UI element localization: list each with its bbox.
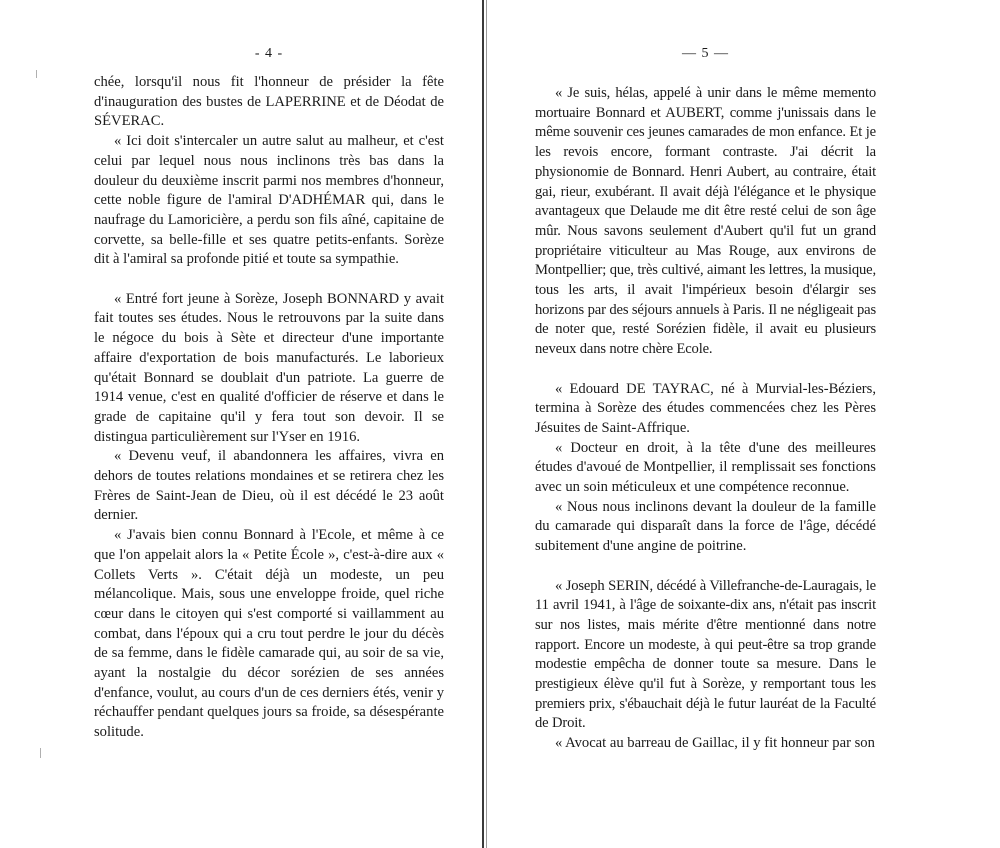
paragraph: « Edouard DE TAYRAC, né à Murvial-les-Béziers, termina à Sorèze des études commencées chez les Pères Jésuites de Saint-Affrique. (535, 380, 876, 436)
page-number: - 4 - (254, 46, 284, 61)
paragraph: « Entré fort jeune à Sorèze, Joseph BONNARD y avait fait toutes ses études. Nous le retrouvons par la suite dans le négoce du bois à Sète et directeur d'une importante affaire d'exportation de bois manufacturés. Le laborieux qu'était Bonnard se doublait d'un patriote. La guerre de 1914 venue, c'est en qualité d'officier de réserve et dans le grade de capitaine qu'il y fera tout son devoir. Il se distingua particulièrement sur l'Yser en 1916. (94, 290, 444, 445)
page-number: — 5 — (682, 46, 729, 61)
paragraph: chée, lorsqu'il nous fit l'honneur de présider la fête d'inauguration des bustes de LAPERRINE et de Déodat de SÉVERAC. (94, 74, 444, 130)
paragraph: « Devenu veuf, il abandonnera les affaires, vivra en dehors de toutes relations mondaines et se retirera chez les Frères de Saint-Jean de Dieu, où il est décédé le 23 août dernier. (94, 448, 444, 524)
paragraph: « Je suis, hélas, appelé à unir dans le même memento mortuaire Bonnard et AUBERT, comme j'unissais dans le même souvenir ces jeunes camarades de mon enfance. Et je les revois encore, formant contraste. J'ai décrit la physionomie de Bonnard. Henri Aubert, au contraire, était gai, rieur, exubérant. Il avait déjà l'élégance et le physique avantageux que Delaude me dit être resté celui de son âge mûr. Nous savons seulement d'Aubert qu'il fut un grand propriétaire viticulteur au Mas Rouge, aux environs de Montpellier; que, très cultivé, aimant les lettres, la musique, tous les arts, il avait l'impérieux besoin d'élargir ses horizons par des séjours annuels à Paris. Il ne négligeait pas de noter que, resté Sorézien fidèle, il avait eu plusieurs neveux dans notre chère Ecole. (535, 85, 876, 358)
paragraph: « Docteur en droit, à la tête d'une des meilleures études d'avoué de Montpellier, il remplissait ses fonctions avec un soin méticuleux et une compétence reconnue. (535, 439, 876, 496)
paragraph: « Avocat au barreau de Gaillac, il y fit honneur par son (555, 735, 875, 752)
paragraph: « Joseph SERIN, décédé à Villefranche-de-Lauragais, le 11 avril 1941, à l'âge de soixante-dix ans, n'était pas inscrit sur nos listes, mais mérite d'être mentionné dans notre rapport. Encore un modeste, à qui peut-être sa trop grande modestie empêcha de donner toute sa mesure. Dans le prestigieux élève qu'il fut à Sorèze, y remportant tous les premiers prix, s'ébauchait déjà le futur lauréat de la Faculté de Droit. (535, 577, 876, 732)
left-edge-mark (36, 70, 37, 78)
left-page (94, 0, 444, 848)
page-text (94, 73, 444, 743)
gutter-shadow (486, 0, 487, 848)
left-edge-mark-lower (40, 748, 41, 758)
paragraph: « Nous nous inclinons devant la douleur de la famille du camarade qui disparaît dans la force de l'âge, décédé subitement d'une angine de poitrine. (535, 498, 876, 555)
page-text (535, 84, 876, 754)
paragraph: « Ici doit s'intercaler un autre salut au malheur, et c'est celui par lequel nous nous inclinons très bas dans la douleur du deuxième inscrit parmi nos membres d'honneur, cette noble figure de l'amiral D'ADHÉMAR qui, dans le naufrage du Lamoricière, a perdu son fils aîné, capitaine de corvette, sa belle-fille et ses quatre petits-enfants. Sorèze dit à l'amiral sa profonde pitié et toute sa sympathie. (94, 133, 444, 268)
right-page (535, 0, 876, 848)
paragraph: « J'avais bien connu Bonnard à l'Ecole, et même à ce que l'on appelait alors la « Petite École », c'est-à-dire aux « Collets Verts ». C'était déjà un modeste, un peu mélancolique. Mais, sous une enveloppe froide, quel riche cœur dans le citoyen qui s'est comporté si vaillamment au combat, dans l'époux qui a cru tout perdre le jour du décès de sa femme, dans le fidèle camarade qui, au soir de sa vie, ayant la nostalgie du décor sorézien de ses années d'enfance, voulut, au cours d'un de ces derniers étés, venir y réchauffer pendant quelques jours sa froide, sa désespérante solitude. (94, 527, 444, 741)
gutter-fold (482, 0, 484, 848)
